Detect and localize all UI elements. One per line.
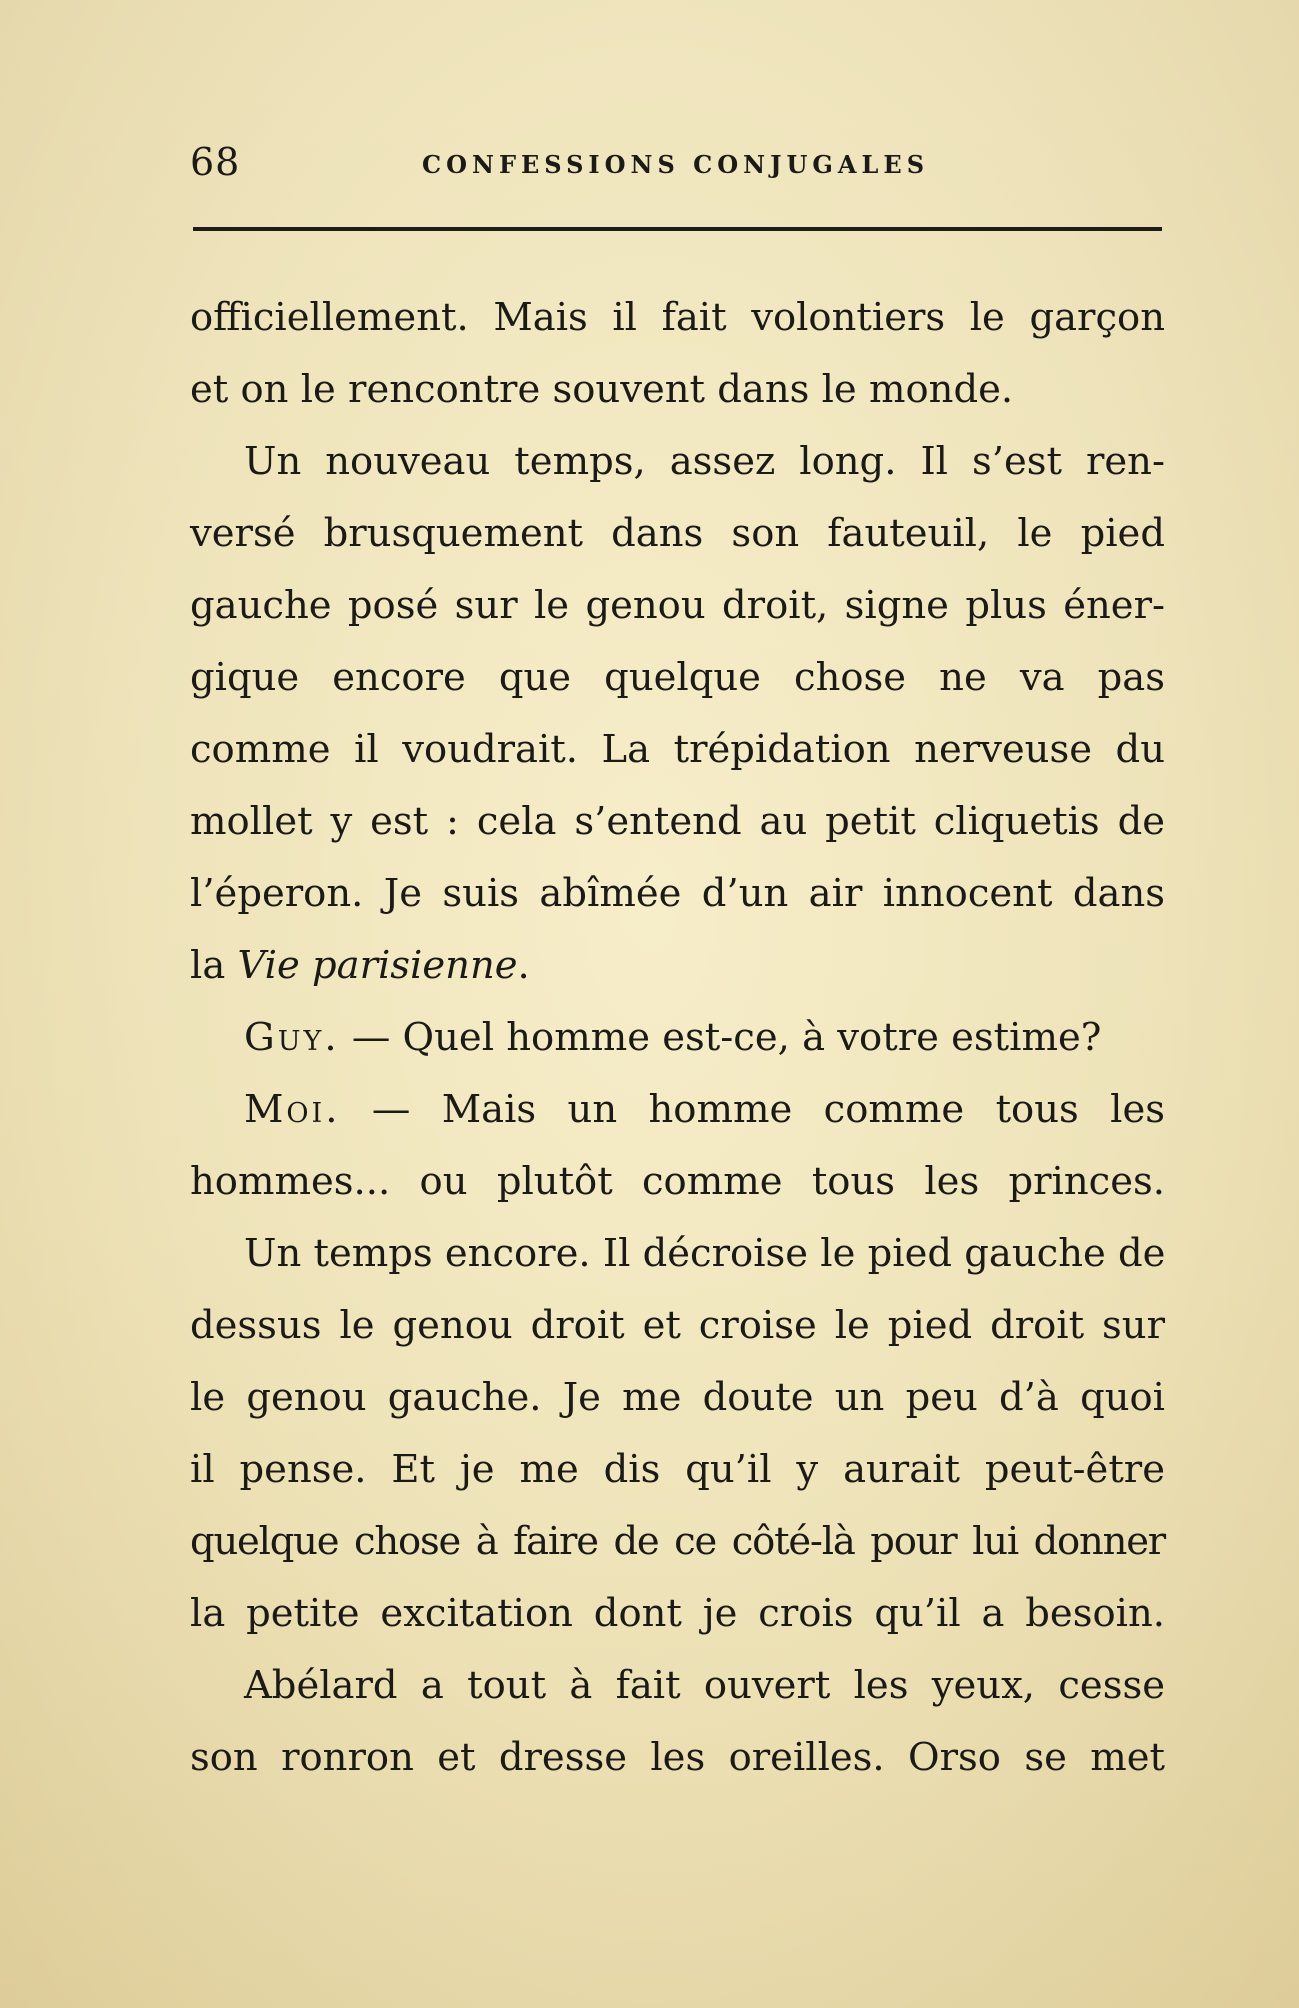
text-line: mollet y est : cela s’entend au petit cliquetis de bbox=[190, 799, 1165, 844]
text-line bbox=[190, 930, 1165, 1002]
body-text bbox=[190, 282, 1165, 1794]
text-line: l’éperon. Je suis abîmée d’un air innocent dans bbox=[190, 871, 1165, 916]
text-line: Un temps encore. Il décroise le pied gauche de bbox=[244, 1231, 1166, 1276]
dialogue-line bbox=[190, 1002, 1165, 1074]
text-line: gique encore que quelque chose ne va pas bbox=[190, 655, 1165, 700]
text-fragment: . bbox=[517, 943, 530, 988]
text-line: hommes... ou plutôt comme tous les princes. bbox=[190, 1159, 1165, 1204]
text-line: et on le rencontre souvent dans le monde. bbox=[190, 367, 1014, 412]
header-rule bbox=[193, 227, 1162, 231]
text-line: il pense. Et je me dis qu’il y aurait peut-être bbox=[190, 1447, 1165, 1492]
running-title: CONFESSIONS CONJUGALES bbox=[422, 150, 930, 179]
dialogue-line bbox=[190, 1074, 1165, 1146]
text-line: Abélard a tout à fait ouvert les yeux, cesse bbox=[244, 1663, 1165, 1708]
text-line: le genou gauche. Je me doute un peu d’à quoi bbox=[190, 1375, 1165, 1420]
speaker-name: Guy. bbox=[244, 1015, 340, 1060]
text-line: la petite excitation dont je crois qu’il a besoin. bbox=[190, 1591, 1165, 1636]
dialogue-text: — Mais un homme comme tous les bbox=[340, 1087, 1165, 1132]
page-number: 68 bbox=[190, 140, 241, 184]
text-line: dessus le genou droit et croise le pied droit sur bbox=[190, 1303, 1165, 1348]
text-line: quelque chose à faire de ce côté-là pour lui donner bbox=[190, 1519, 1165, 1564]
page-header bbox=[190, 140, 1162, 200]
italic-title: Vie parisienne bbox=[237, 943, 518, 988]
speaker-name: Moi. bbox=[244, 1087, 341, 1132]
text-fragment: la bbox=[190, 943, 238, 988]
text-line: versé brusquement dans son fauteuil, le pied bbox=[190, 511, 1165, 556]
text-line: son ronron et dresse les oreilles. Orso se met bbox=[190, 1735, 1165, 1780]
text-line: gauche posé sur le genou droit, signe plus éner- bbox=[190, 583, 1165, 628]
text-line: Un nouveau temps, assez long. Il s’est ren- bbox=[244, 439, 1165, 484]
text-line: comme il voudrait. La trépidation nerveuse du bbox=[190, 727, 1165, 772]
dialogue-text: — Quel homme est-ce, à votre estime? bbox=[339, 1015, 1102, 1060]
text-line: officiellement. Mais il fait volontiers le garçon bbox=[190, 295, 1165, 340]
